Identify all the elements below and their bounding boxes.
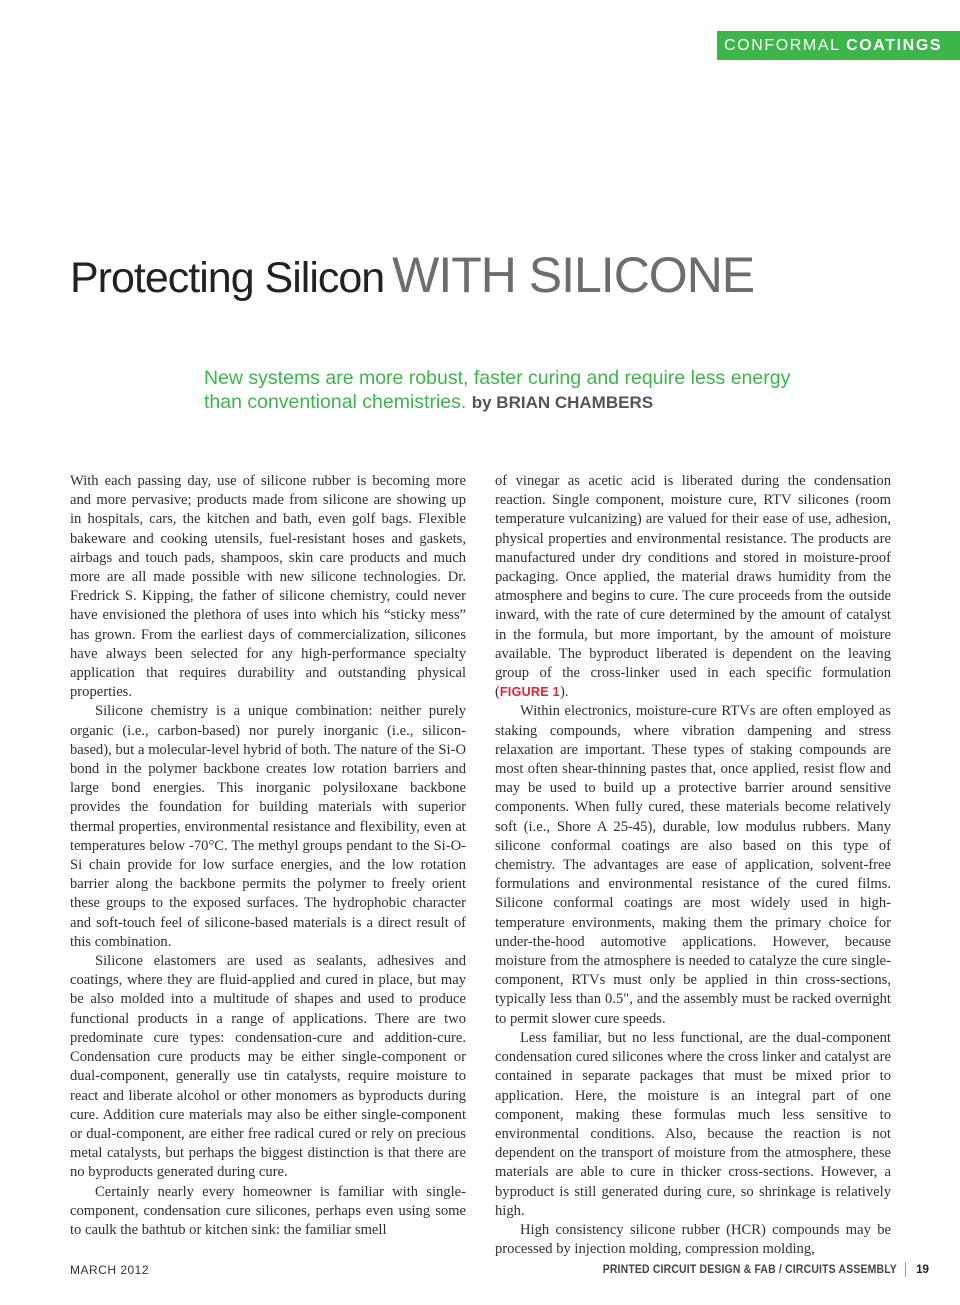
figure-reference: FIGURE 1 bbox=[499, 685, 560, 700]
footer-publication: PRINTED CIRCUIT DESIGN & FAB / CIRCUITS ASSEMBLY bbox=[602, 1263, 898, 1276]
footer-publication-info bbox=[570, 1262, 929, 1277]
body-paragraph: Silicone elastomers are used as sealants, adhesives and coatings, where they are fluid-applied and cured in place, but may be also molded into a multitude of shapes and used to produce functional products in a range of applications. There are two predominate cure types: condensation-cure and addition-cure. Condensation cure products may be either single-component or dual-component, generally use tin catalysts, require moisture to react and liberate alcohol or other monomers as byproducts during cure. Addition cure materials may also be either single-component or dual-component, are either free radical cured or rely on precious metal catalysts, but perhaps the biggest distinction is that there are no byproducts generated during cure. bbox=[70, 953, 466, 1181]
body-paragraph: High consistency silicone rubber (HCR) compounds may be processed by injection molding, compression molding, bbox=[495, 1221, 891, 1258]
section-label-light: CONFORMAL bbox=[724, 37, 841, 54]
body-paragraph: Certainly nearly every homeowner is familiar with single-component, condensation cure silicones, perhaps even using some to caulk the bathtub or kitchen sink: the familiar smell bbox=[70, 1183, 466, 1238]
body-text: of vinegar as acetic acid is liberated during the condensation reaction. Single component, moisture cure, RTV silicones (room temperature vulcanizing) are valued for their ease of use, adhesion, physical properties and environmental resistance. The products are manufactured under dry conditions and stored in moisture-proof packaging. Once applied, the material draws humidity from the atmosphere and begins to cure. The cure proceeds from the outside inward, with the rate of cure determined by the amount of catalyst in the formula, but more important, by the amount of moisture available. The byproduct liberated is dependent on the leaving group of the cross-linker used in each specific formulation ( bbox=[495, 473, 891, 701]
deck-text: New systems are more robust, faster curing and require less energy than conventional chemistries. bbox=[204, 367, 791, 413]
body-paragraph bbox=[495, 472, 891, 702]
left-column bbox=[70, 472, 466, 1240]
article-title-part1: Protecting Silicon bbox=[70, 254, 385, 302]
body-paragraph: With each passing day, use of silicone rubber is becoming more and more pervasive; products made from silicone are showing up in hospitals, cars, the kitchen and bath, even golf bags. Flexible bakeware and cooking utensils, fuel-resistant hoses and gaskets, airbags and touch pads, shampoos, skin care products and much more are all made possible with new silicone technologies. Dr. Fredrick S. Kipping, the father of silicone chemistry, could never have envisioned the plethora of uses into which his “sticky mess” has grown. From the earliest days of commercialization, silicones have always been selected for any high-performance specialty application that requires durability and outstanding physical properties. bbox=[70, 473, 466, 701]
right-column bbox=[495, 472, 891, 1259]
body-paragraph: Silicone chemistry is a unique combination: neither purely organic (i.e., carbon-based) nor purely inorganic (i.e., silicon-based), but a molecular-level hybrid of both. The nature of the Si-O bond in the polymer backbone creates low rotation barriers and large bond energies. This inorganic polysiloxane backbone provides the foundation for building materials with superior thermal properties, environmental resistance and flexibility, even at temperatures below -70°C. The methyl groups pendant to the Si-O-Si chain provide for low surface energies, and the low rotation barrier along the backbone permits the polymer to freely orient these groups to the exposed surfaces. The hydrophobic character and soft-touch feel of silicone-based materials is a direct result of this combination. bbox=[70, 703, 466, 950]
section-label-bold: COATINGS bbox=[846, 37, 943, 54]
body-paragraph: Less familiar, but no less functional, are the dual-component condensation cured silicones where the cross linker and catalyst are contained in separate packages that must be mixed prior to application. Here, the moisture is an integral part of one component, making these formulas much less sensitive to environmental conditions. Also, because the reaction is not dependent on the transport of moisture from the atmosphere, these materials are able to cure in thicker cross-sections. However, a byproduct is still generated during cure, so shrinkage is relatively high. bbox=[495, 1029, 891, 1219]
article-title-part2: WITH SILICONE bbox=[392, 247, 755, 303]
footer-divider bbox=[905, 1262, 906, 1277]
section-label bbox=[717, 31, 960, 60]
byline: by BRIAN CHAMBERS bbox=[471, 393, 654, 412]
body-paragraph: Within electronics, moisture-cure RTVs are often employed as staking compounds, where vibration dampening and stress relaxation are important. These types of staking compounds are most often shear-thinning pastes that, once applied, resist flow and may be used to build up a protective barrier around sensitive components. When fully cured, these materials become relatively soft (i.e., Shore A 25-45), durable, low modulus rubbers. Many silicone conformal coatings are also based on this type of chemistry. The advantages are ease of application, solvent-free formulations and environmental resistance of the cured films. Silicone conformal coatings are most widely used in high-temperature environments, making them the primary choice for under-the-hood automotive applications. However, because moisture from the atmosphere is needed to catalyze the cure single-component, RTVs must only be applied in thin cross-sections, typically less than 0.5", and the assembly must be racked overnight to permit slower cure speeds. bbox=[495, 703, 891, 1027]
article-title bbox=[70, 246, 754, 304]
article-deck bbox=[204, 366, 824, 415]
body-text: ). bbox=[559, 684, 569, 701]
footer-date: MARCH 2012 bbox=[70, 1263, 150, 1277]
page-number: 19 bbox=[916, 1263, 929, 1276]
